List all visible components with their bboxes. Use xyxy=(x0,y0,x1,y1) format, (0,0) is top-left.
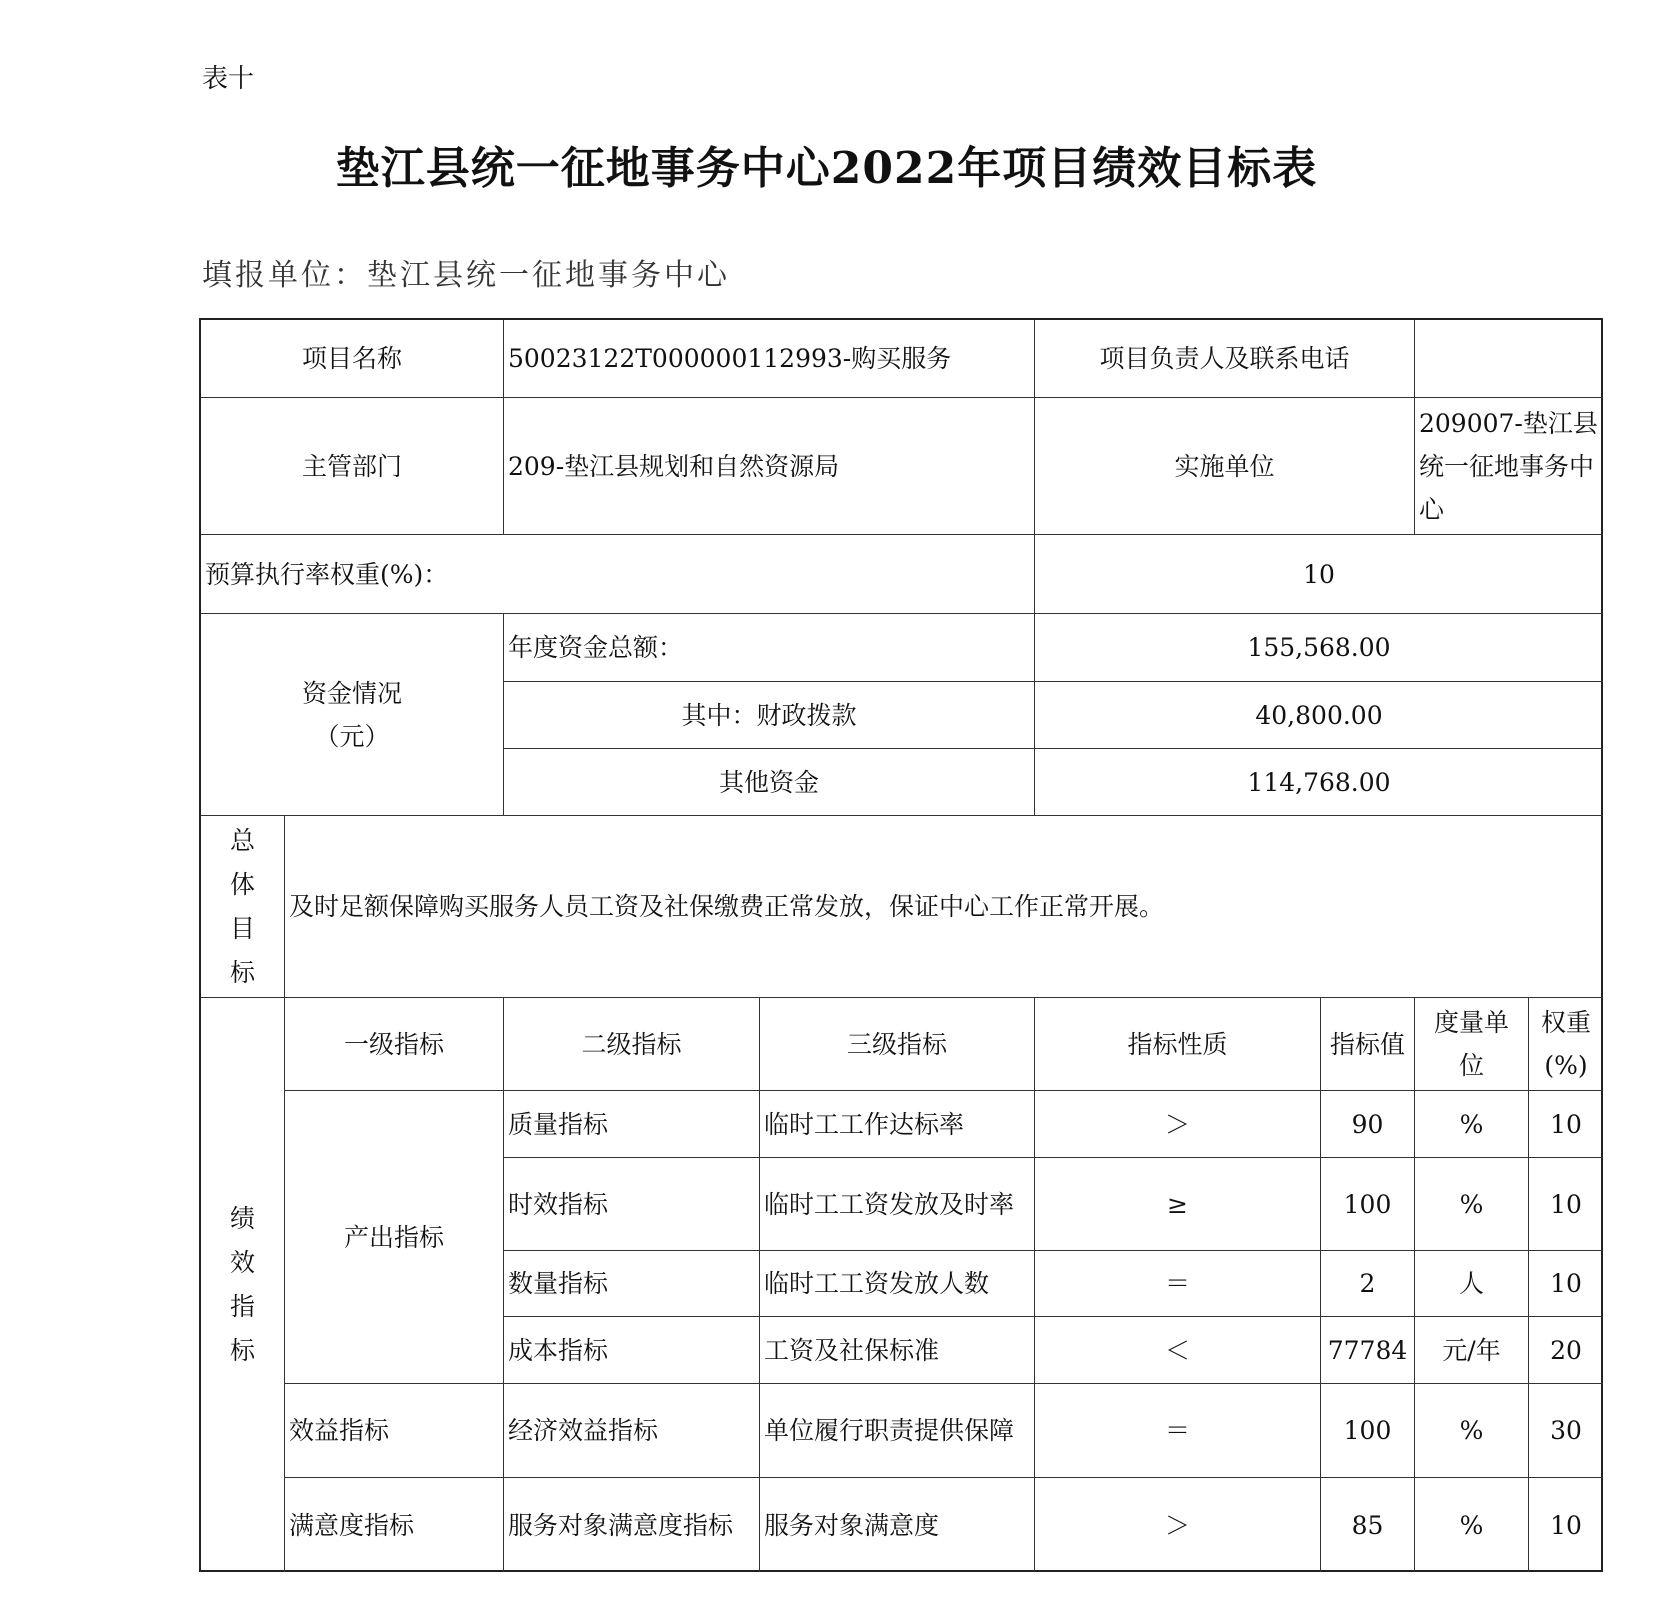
budget-rate-value: 10 xyxy=(1035,535,1603,614)
header-unit: 度量单位 xyxy=(1415,998,1529,1091)
overall-goal-label-text: 总体目标 xyxy=(229,825,255,987)
funds-total-value: 155,568.00 xyxy=(1035,614,1603,682)
budget-rate-label: 预算执行率权重(%)： xyxy=(201,535,1035,614)
implementing-unit-label: 实施单位 xyxy=(1035,398,1415,535)
implementing-unit-value: 209007-垫江县统一征地事务中心 xyxy=(1415,398,1603,535)
row4-nature: ＝ xyxy=(1035,1384,1321,1478)
row1-unit: % xyxy=(1415,1158,1529,1251)
row4-weight: 30 xyxy=(1529,1384,1603,1478)
project-contact-value xyxy=(1415,320,1603,398)
row3-level2: 成本指标 xyxy=(504,1317,760,1384)
project-contact-label: 项目负责人及联系电话 xyxy=(1035,320,1415,398)
level1-output: 产出指标 xyxy=(285,1091,504,1384)
row4-level3: 单位履行职责提供保障 xyxy=(760,1384,1035,1478)
row3-nature: ＜ xyxy=(1035,1317,1321,1384)
funds-fiscal-label: 其中：财政拨款 xyxy=(504,682,1035,749)
funds-total-label: 年度资金总额： xyxy=(504,614,1035,682)
row2-nature: ＝ xyxy=(1035,1251,1321,1317)
row5-weight: 10 xyxy=(1550,1510,1582,1540)
row5-value: 85 xyxy=(1321,1478,1415,1572)
page-title: 垫江县统一征地事务中心2022年项目绩效目标表 xyxy=(335,143,1318,194)
row2-weight: 10 xyxy=(1529,1251,1603,1317)
header-value: 指标值 xyxy=(1321,998,1415,1091)
row5-nature: ＞ xyxy=(1035,1478,1321,1572)
indicators-section-label xyxy=(201,998,285,1572)
row3-level3: 工资及社保标准 xyxy=(760,1317,1035,1384)
row2-unit: 人 xyxy=(1415,1251,1529,1317)
row0-level3: 临时工工作达标率 xyxy=(760,1091,1035,1158)
department-label: 主管部门 xyxy=(201,398,504,535)
overall-goal-text: 及时足额保障购买服务人员工资及社保缴费正常发放，保证中心工作正常开展。 xyxy=(285,816,1603,998)
project-name-value: 50023122T000000112993-购买服务 xyxy=(504,320,1035,398)
row0-unit: % xyxy=(1415,1091,1529,1158)
header-nature: 指标性质 xyxy=(1035,998,1321,1091)
header-weight: 权重(%) xyxy=(1529,998,1603,1091)
row4-value: 100 xyxy=(1321,1384,1415,1478)
department-value: 209-垫江县规划和自然资源局 xyxy=(504,398,1035,535)
row1-nature: ≥ xyxy=(1035,1158,1321,1251)
row0-level2: 质量指标 xyxy=(504,1091,760,1158)
header-level3: 三级指标 xyxy=(760,998,1035,1091)
performance-table xyxy=(199,318,1603,1572)
row3-value: 77784 xyxy=(1321,1317,1415,1384)
row3-unit: 元/年 xyxy=(1415,1317,1529,1384)
funds-other-label: 其他资金 xyxy=(504,749,1035,816)
funds-label: 资金情况（元） xyxy=(201,614,504,816)
row5-unit: % xyxy=(1415,1478,1529,1572)
level1-benefit: 效益指标 xyxy=(285,1384,504,1478)
funds-fiscal-value: 40,800.00 xyxy=(1035,682,1603,749)
row1-value: 100 xyxy=(1321,1158,1415,1251)
row4-unit: % xyxy=(1415,1384,1529,1478)
row1-level2: 时效指标 xyxy=(504,1158,760,1251)
row2-level2: 数量指标 xyxy=(504,1251,760,1317)
table-number-label: 表十 xyxy=(202,64,255,94)
overall-goal-label xyxy=(201,816,285,998)
row0-weight: 10 xyxy=(1529,1091,1603,1158)
filing-unit: 填报单位：垫江县统一征地事务中心 xyxy=(202,258,730,293)
row2-value: 2 xyxy=(1321,1251,1415,1317)
row1-level3: 临时工工资发放及时率 xyxy=(760,1158,1035,1251)
level1-satisfaction: 满意度指标 xyxy=(285,1478,504,1572)
header-level2: 二级指标 xyxy=(504,998,760,1091)
project-name-label: 项目名称 xyxy=(201,320,504,398)
row3-weight: 20 xyxy=(1529,1317,1603,1384)
row0-nature: ＞ xyxy=(1035,1091,1321,1158)
indicators-section-label-text: 绩效指标 xyxy=(229,1204,255,1365)
row5-level3: 服务对象满意度 xyxy=(760,1478,1035,1572)
row1-weight: 10 xyxy=(1529,1158,1603,1251)
row2-level3: 临时工工资发放人数 xyxy=(760,1251,1035,1317)
funds-other-value: 114,768.00 xyxy=(1035,749,1603,816)
row0-value: 90 xyxy=(1321,1091,1415,1158)
row4-level2: 经济效益指标 xyxy=(504,1384,760,1478)
row5-level2: 服务对象满意度指标 xyxy=(504,1478,760,1572)
header-level1: 一级指标 xyxy=(285,998,504,1091)
